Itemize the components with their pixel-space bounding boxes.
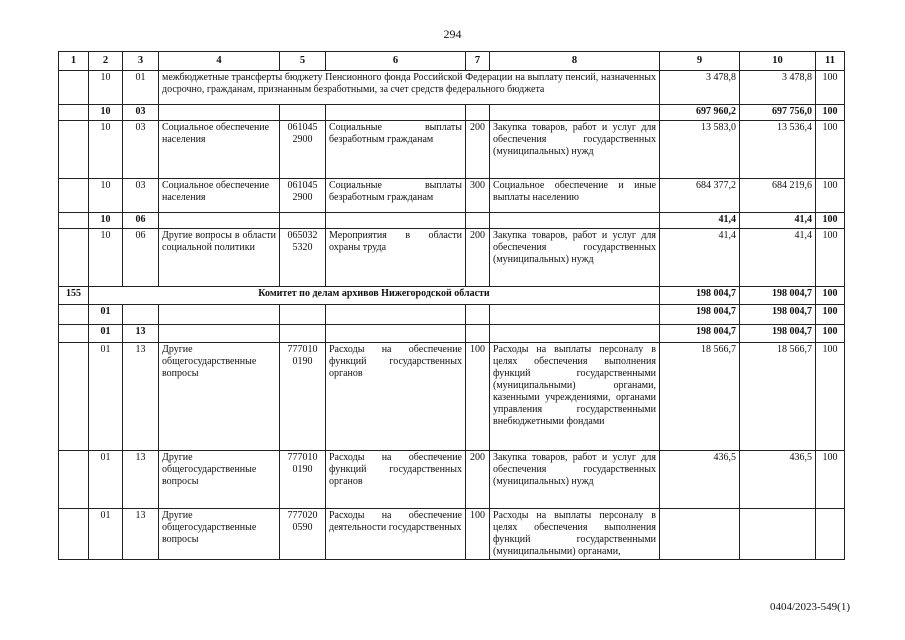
cell-expense-type: Закупка товаров, работ и услуг для обеспечения государственных (муниципальных) нужд — [490, 121, 660, 179]
table-row — [59, 71, 845, 105]
cell-7 — [466, 305, 490, 325]
cell-planned: 198 004,7 — [660, 325, 740, 343]
cell-percent: 100 — [816, 179, 845, 213]
cell-subsection: 13 — [123, 509, 159, 560]
cell-percent — [816, 509, 845, 560]
cell-section: 10 — [89, 229, 123, 287]
cell-actual: 697 756,0 — [740, 105, 816, 121]
cell-target-code: 065032 5320 — [280, 229, 326, 287]
subtotal-row — [59, 213, 845, 229]
cell-actual: 3 478,8 — [740, 71, 816, 105]
cell-1 — [59, 121, 89, 179]
cell-target-code: 061045 2900 — [280, 121, 326, 179]
cell-function: Другие общегосударственные вопросы — [159, 509, 280, 560]
cell-section: 01 — [89, 325, 123, 343]
cell-subsection: 13 — [123, 451, 159, 509]
cell-function: Социальное обеспечение населения — [159, 121, 280, 179]
cell-percent: 100 — [816, 213, 845, 229]
col-header: 9 — [660, 52, 740, 71]
table-row — [59, 229, 845, 287]
cell-planned: 13 583,0 — [660, 121, 740, 179]
cell-6 — [326, 305, 466, 325]
cell-subsection: 13 — [123, 325, 159, 343]
cell-7 — [466, 213, 490, 229]
department-row — [59, 287, 845, 305]
subtotal-row — [59, 105, 845, 121]
cell-planned — [660, 509, 740, 560]
col-header: 7 — [466, 52, 490, 71]
cell-6 — [326, 105, 466, 121]
budget-table — [58, 51, 845, 560]
cell-5 — [280, 325, 326, 343]
col-header: 1 — [59, 52, 89, 71]
cell-actual: 198 004,7 — [740, 305, 816, 325]
table-row — [59, 451, 845, 509]
cell-actual: 41,4 — [740, 213, 816, 229]
cell-expense-code: 100 — [466, 343, 490, 451]
cell-target-name: Расходы на обеспечение функций государственных органов — [326, 451, 466, 509]
table-row — [59, 179, 845, 213]
document-number: 0404/2023-549(1) — [769, 601, 850, 613]
cell-target-name: Социальные выплаты безработным гражданам — [326, 121, 466, 179]
col-header: 11 — [816, 52, 845, 71]
table-row — [59, 121, 845, 179]
cell-target-name: Социальные выплаты безработным гражданам — [326, 179, 466, 213]
cell-target-name: Расходы на обеспечение функций государственных органов — [326, 343, 466, 451]
cell-subsection: 06 — [123, 213, 159, 229]
cell-description: межбюджетные трансферты бюджету Пенсионного фонда Российской Федерации на выплату пенсий, назначенных досрочно, гражданам, признанным безработными, за счет средств федерального бюджета — [159, 71, 660, 105]
col-header: 2 — [89, 52, 123, 71]
cell-target-code: 777020 0590 — [280, 509, 326, 560]
cell-1 — [59, 343, 89, 451]
cell-percent: 100 — [816, 287, 845, 305]
cell-expense-type: Расходы на выплаты персоналу в целях обеспечения выполнения функций государственными (муниципальными) органами, казенными учреждениями, органами управления государственными внебюджетными фондами — [490, 343, 660, 451]
col-header: 4 — [159, 52, 280, 71]
cell-actual: 18 566,7 — [740, 343, 816, 451]
cell-subsection: 03 — [123, 121, 159, 179]
col-header: 6 — [326, 52, 466, 71]
cell-percent: 100 — [816, 71, 845, 105]
cell-planned: 198 004,7 — [660, 305, 740, 325]
cell-subsection: 03 — [123, 179, 159, 213]
cell-1 — [59, 105, 89, 121]
cell-percent: 100 — [816, 343, 845, 451]
cell-expense-type: Социальное обеспечение и иные выплаты населению — [490, 179, 660, 213]
cell-actual: 684 219,6 — [740, 179, 816, 213]
cell-5 — [280, 213, 326, 229]
col-header: 5 — [280, 52, 326, 71]
cell-target-name: Расходы на обеспечение деятельности государственных — [326, 509, 466, 560]
header-row — [59, 52, 845, 71]
cell-department-code: 155 — [59, 287, 89, 305]
cell-subsection: 03 — [123, 105, 159, 121]
cell-planned: 41,4 — [660, 213, 740, 229]
cell-function: Другие общегосударственные вопросы — [159, 451, 280, 509]
cell-expense-code: 200 — [466, 121, 490, 179]
cell-section: 10 — [89, 121, 123, 179]
cell-subsection: 01 — [123, 71, 159, 105]
cell-target-name: Мероприятия в области охраны труда — [326, 229, 466, 287]
cell-1 — [59, 451, 89, 509]
cell-8 — [490, 325, 660, 343]
cell-actual: 436,5 — [740, 451, 816, 509]
cell-subsection — [123, 305, 159, 325]
cell-section: 01 — [89, 509, 123, 560]
cell-1 — [59, 229, 89, 287]
subtotal-row — [59, 325, 845, 343]
cell-section: 10 — [89, 105, 123, 121]
cell-4 — [159, 213, 280, 229]
cell-planned: 18 566,7 — [660, 343, 740, 451]
subtotal-row — [59, 305, 845, 325]
table-row — [59, 343, 845, 451]
cell-1 — [59, 325, 89, 343]
cell-8 — [490, 213, 660, 229]
cell-planned: 198 004,7 — [660, 287, 740, 305]
cell-actual: 41,4 — [740, 229, 816, 287]
cell-5 — [280, 105, 326, 121]
cell-planned: 436,5 — [660, 451, 740, 509]
cell-percent: 100 — [816, 305, 845, 325]
cell-8 — [490, 105, 660, 121]
page-number: 294 — [443, 27, 462, 41]
cell-section: 01 — [89, 343, 123, 451]
cell-actual — [740, 509, 816, 560]
cell-percent: 100 — [816, 325, 845, 343]
cell-6 — [326, 213, 466, 229]
cell-1 — [59, 71, 89, 105]
cell-actual: 13 536,4 — [740, 121, 816, 179]
cell-expense-code: 300 — [466, 179, 490, 213]
cell-4 — [159, 325, 280, 343]
cell-expense-type: Закупка товаров, работ и услуг для обеспечения государственных (муниципальных) нужд — [490, 229, 660, 287]
col-header: 8 — [490, 52, 660, 71]
cell-target-code: 777010 0190 — [280, 343, 326, 451]
cell-percent: 100 — [816, 229, 845, 287]
cell-1 — [59, 213, 89, 229]
cell-4 — [159, 105, 280, 121]
cell-section: 10 — [89, 213, 123, 229]
cell-8 — [490, 305, 660, 325]
cell-expense-type: Закупка товаров, работ и услуг для обеспечения государственных (муниципальных) нужд — [490, 451, 660, 509]
cell-1 — [59, 305, 89, 325]
cell-function: Социальное обеспечение населения — [159, 179, 280, 213]
cell-5 — [280, 305, 326, 325]
cell-1 — [59, 179, 89, 213]
cell-section: 10 — [89, 179, 123, 213]
col-header: 10 — [740, 52, 816, 71]
cell-planned: 41,4 — [660, 229, 740, 287]
cell-function: Другие вопросы в области социальной политики — [159, 229, 280, 287]
cell-expense-code: 200 — [466, 451, 490, 509]
cell-section: 01 — [89, 451, 123, 509]
cell-target-code: 777010 0190 — [280, 451, 326, 509]
cell-percent: 100 — [816, 121, 845, 179]
cell-subsection: 13 — [123, 343, 159, 451]
cell-section: 01 — [89, 305, 123, 325]
cell-planned: 697 960,2 — [660, 105, 740, 121]
cell-percent: 100 — [816, 451, 845, 509]
cell-planned: 684 377,2 — [660, 179, 740, 213]
cell-1 — [59, 509, 89, 560]
table-row — [59, 509, 845, 560]
cell-actual: 198 004,7 — [740, 325, 816, 343]
cell-expense-code: 100 — [466, 509, 490, 560]
cell-planned: 3 478,8 — [660, 71, 740, 105]
cell-subsection: 06 — [123, 229, 159, 287]
cell-expense-code: 200 — [466, 229, 490, 287]
cell-expense-type: Расходы на выплаты персоналу в целях обеспечения выполнения функций государственными (муниципальными) органами, — [490, 509, 660, 560]
cell-section: 10 — [89, 71, 123, 105]
col-header: 3 — [123, 52, 159, 71]
cell-7 — [466, 105, 490, 121]
cell-6 — [326, 325, 466, 343]
cell-7 — [466, 325, 490, 343]
cell-actual: 198 004,7 — [740, 287, 816, 305]
cell-department-name: Комитет по делам архивов Нижегородской области — [89, 287, 660, 305]
cell-4 — [159, 305, 280, 325]
cell-target-code: 061045 2900 — [280, 179, 326, 213]
cell-percent: 100 — [816, 105, 845, 121]
cell-function: Другие общегосударственные вопросы — [159, 343, 280, 451]
